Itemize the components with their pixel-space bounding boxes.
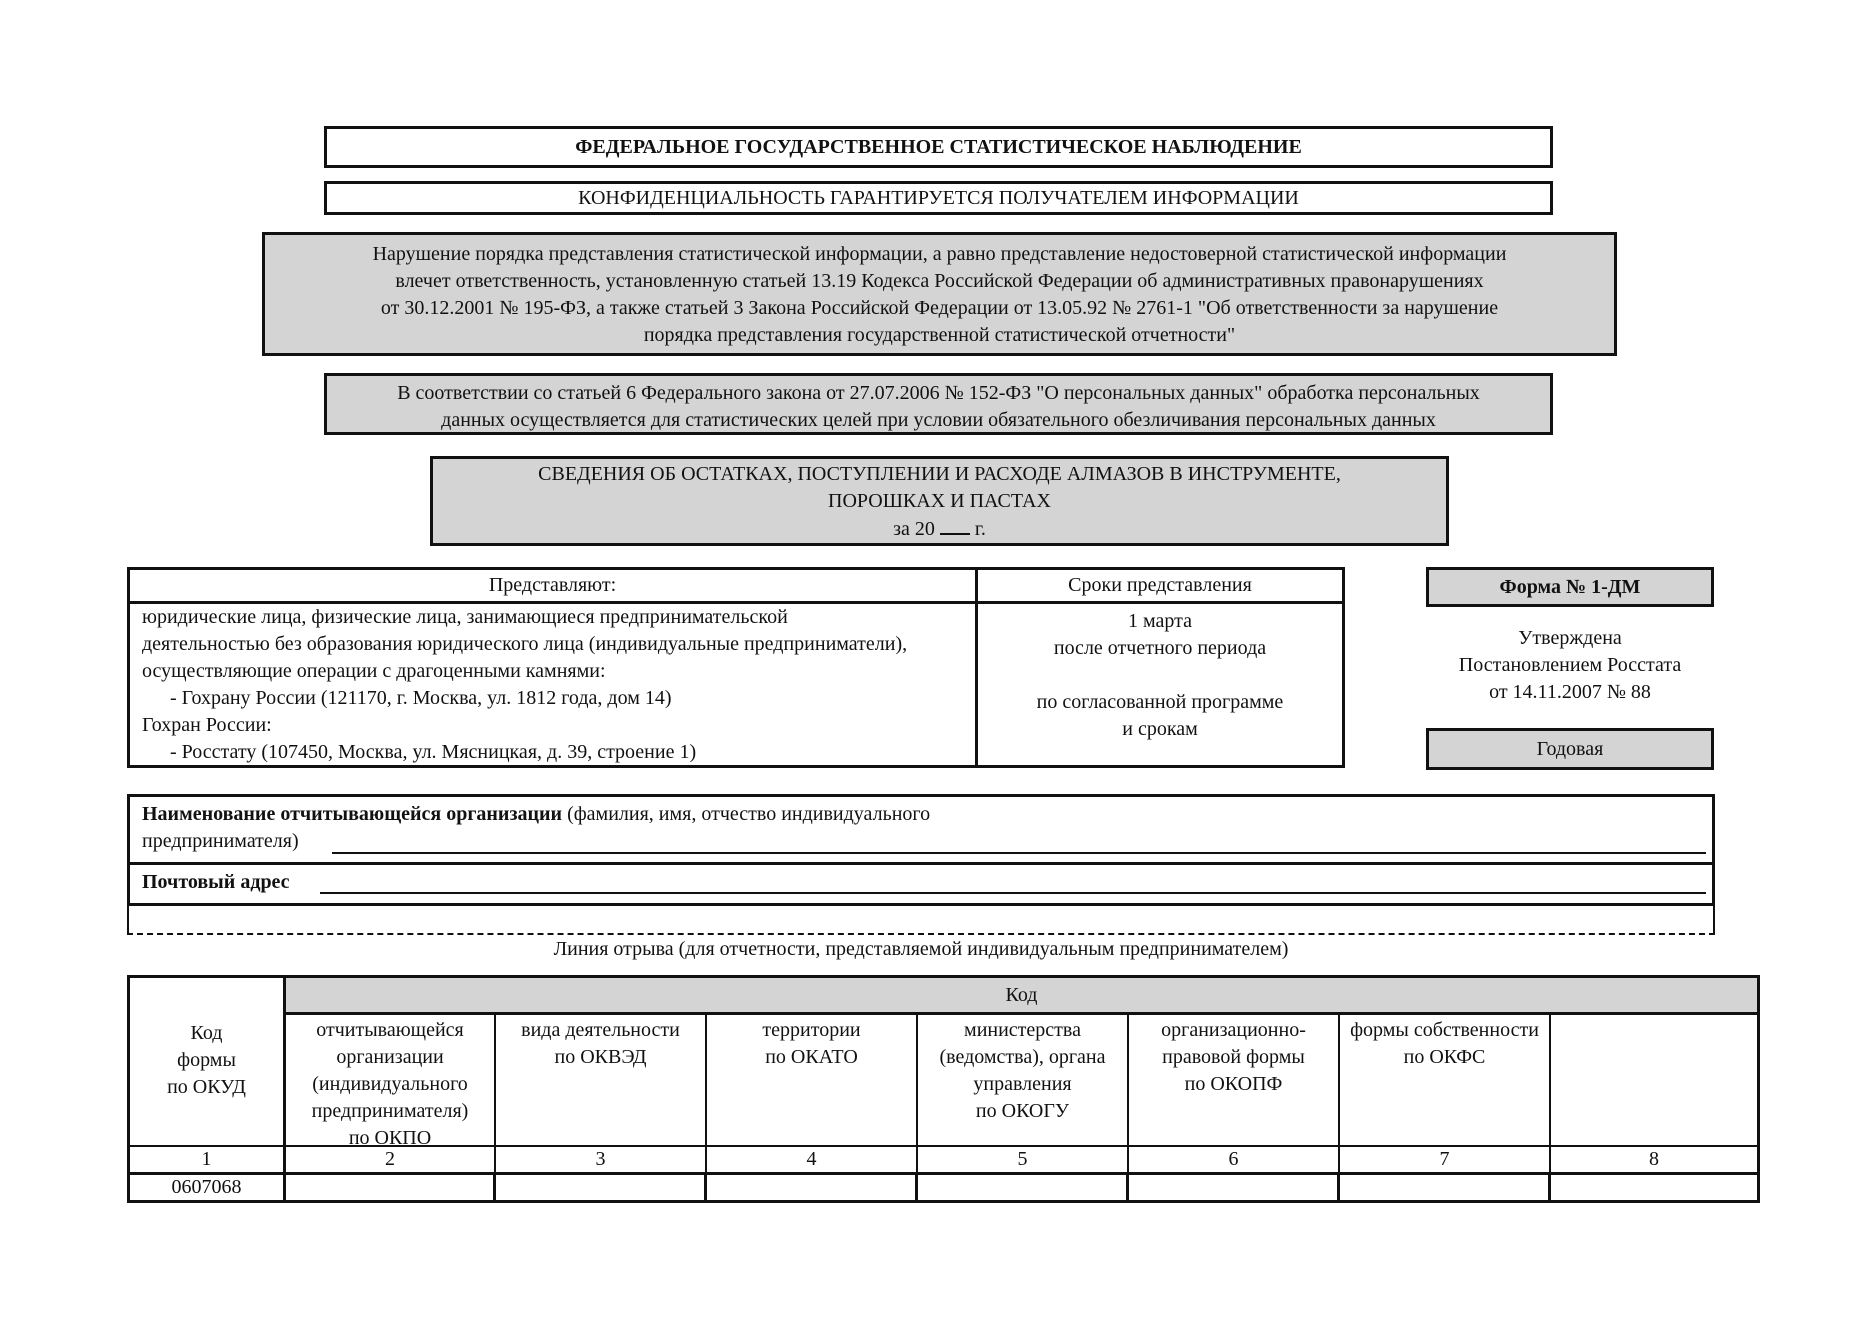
violation-notice (262, 232, 1617, 356)
okud-header-line: формы (177, 1049, 236, 1071)
submitters-header: Представляют: (130, 570, 978, 604)
okogu-header-line: министерства (964, 1019, 1081, 1041)
violation-line: от 30.12.2001 № 195-ФЗ, а также статьей 3 Закона Российской Федерации от 13.05.92 № 2761-1 "Об ответственности за нарушение (380, 297, 1499, 319)
column-number: 5 (918, 1147, 1129, 1175)
submission-table (127, 567, 1345, 768)
okato-header-line: территории (762, 1019, 861, 1041)
report-title-line: ПОРОШКАХ И ПАСТАХ (828, 490, 1051, 512)
okopf-header (1129, 1015, 1340, 1147)
code-header: Код (283, 975, 1760, 1015)
personal-data-line: данных осуществляется для статистических целей при условии обязательного обезличивания персональных данных (441, 409, 1436, 431)
code-table (127, 975, 1760, 1203)
approval-info (1426, 625, 1714, 706)
okfs-header (1340, 1015, 1551, 1147)
report-period-suffix: г. (974, 518, 986, 540)
okfs-header-line: формы собственности (1350, 1019, 1539, 1041)
okud-value: 0607068 (127, 1175, 286, 1203)
report-period-prefix: за 20 (893, 518, 935, 540)
approval-line: от 14.11.2007 № 88 (1489, 681, 1651, 703)
violation-line: Нарушение порядка представления статистической информации, а равно представление недостоверной статистической информации (372, 243, 1507, 265)
column-number: 6 (1129, 1147, 1340, 1175)
column-number: 3 (496, 1147, 707, 1175)
postal-address-row (130, 865, 1724, 903)
postal-address-label: Почтовый адрес (142, 871, 290, 893)
column-number: 2 (286, 1147, 496, 1175)
tear-line-label: Линия отрыва (для отчетности, представляемой индивидуальным предпринимателем) (553, 938, 1289, 960)
column-number: 7 (1340, 1147, 1551, 1175)
survey-title: ФЕДЕРАЛЬНОЕ ГОСУДАРСТВЕННОЕ СТАТИСТИЧЕСКОЕ НАБЛЮДЕНИЕ (324, 126, 1553, 168)
deadline-line: после отчетного периода (1053, 637, 1267, 659)
approval-line: Постановлением Росстата (1458, 654, 1682, 676)
deadline-line: по согласованной программе (1036, 691, 1284, 713)
okopf-header-line: по ОКОПФ (1184, 1073, 1283, 1095)
form-number: Форма № 1-ДМ (1426, 567, 1714, 607)
okved-header-line: вида деятельности (521, 1019, 680, 1041)
okved-value-field[interactable] (496, 1175, 707, 1203)
column-number: 8 (1551, 1147, 1760, 1175)
okpo-header-line: организации (336, 1046, 444, 1068)
approval-line: Утверждена (1518, 627, 1622, 649)
organization-name-hint: (фамилия, имя, отчество индивидуального (567, 803, 931, 825)
okpo-header (283, 1015, 496, 1147)
report-period (433, 515, 1446, 543)
okopf-value-field[interactable] (1129, 1175, 1340, 1203)
okpo-header-line: отчитывающейся (316, 1019, 464, 1041)
submitters-line: деятельностью без образования юридического лица (индивидуальные предприниматели), (142, 633, 908, 655)
okopf-header-line: правовой формы (1162, 1046, 1305, 1068)
okato-header-line: по ОКАТО (765, 1046, 858, 1068)
tear-line (127, 933, 1715, 935)
empty-header (1551, 1015, 1760, 1147)
okved-header (496, 1015, 707, 1147)
okogu-header-line: по ОКОГУ (975, 1100, 1070, 1122)
tear-spacer (127, 906, 1715, 934)
okpo-value-field[interactable] (286, 1175, 496, 1203)
extra-value-field[interactable] (1551, 1175, 1760, 1203)
okud-header (127, 975, 286, 1147)
organization-section (127, 794, 1715, 906)
column-number: 4 (707, 1147, 918, 1175)
submitters-line: осуществляющие операции с драгоценными камнями: (142, 660, 606, 682)
report-title (430, 456, 1449, 546)
deadlines-cell (978, 604, 1342, 765)
okpo-header-line: предпринимателя) (311, 1100, 469, 1122)
report-title-line: СВЕДЕНИЯ ОБ ОСТАТКАХ, ПОСТУПЛЕНИИ И РАСХОДЕ АЛМАЗОВ В ИНСТРУМЕНТЕ, (538, 463, 1341, 485)
okogu-header-line: управления (973, 1073, 1072, 1095)
column-number: 1 (127, 1147, 286, 1175)
personal-data-line: В соответствии со статьей 6 Федерального закона от 27.07.2006 № 152-ФЗ "О персональных данных" обработка персональных (397, 382, 1480, 404)
violation-line: влечет ответственность, установленную статьей 13.19 Кодекса Российской Федерации об административных правонарушениях (395, 270, 1484, 292)
okfs-header-line: по ОКФС (1403, 1046, 1486, 1068)
okved-header-line: по ОКВЭД (554, 1046, 647, 1068)
submitters-line: юридические лица, физические лица, занимающиеся предпринимательской (142, 606, 788, 628)
okpo-header-line: по ОКПО (348, 1127, 432, 1149)
okud-header-line: по ОКУД (167, 1076, 246, 1098)
okpo-header-line: (индивидуального (312, 1073, 468, 1095)
year-blank-field[interactable] (940, 515, 970, 535)
deadlines-header: Сроки представления (978, 570, 1342, 604)
submitters-line: Гохран России: (142, 714, 272, 736)
periodicity-badge: Годовая (1426, 728, 1714, 770)
personal-data-notice (324, 373, 1553, 435)
organization-name-hint-line2: предпринимателя) (142, 830, 299, 852)
submitters-cell (130, 604, 978, 765)
organization-name-field[interactable] (332, 852, 1706, 854)
submitters-line: - Гохрану России (121170, г. Москва, ул. 1812 года, дом 14) (170, 687, 672, 709)
okato-value-field[interactable] (707, 1175, 918, 1203)
postal-address-field[interactable] (320, 892, 1706, 894)
okud-header-line: Код (190, 1022, 223, 1044)
okato-header (707, 1015, 918, 1147)
okogu-header (918, 1015, 1129, 1147)
okogu-header-line: (ведомства), органа (939, 1046, 1106, 1068)
organization-name-row (130, 797, 1712, 865)
deadline-line: 1 марта (1128, 610, 1192, 632)
okfs-value-field[interactable] (1340, 1175, 1551, 1203)
confidentiality-notice: КОНФИДЕНЦИАЛЬНОСТЬ ГАРАНТИРУЕТСЯ ПОЛУЧАТЕЛЕМ ИНФОРМАЦИИ (324, 181, 1553, 215)
okopf-header-line: организационно- (1161, 1019, 1306, 1041)
submitters-line: - Росстату (107450, Москва, ул. Мясницкая, д. 39, строение 1) (170, 741, 697, 763)
organization-name-label: Наименование отчитывающейся организации (142, 803, 563, 825)
deadline-line: и срокам (1122, 718, 1198, 740)
okogu-value-field[interactable] (918, 1175, 1129, 1203)
violation-line: порядка представления государственной статистической отчетности" (643, 324, 1236, 346)
